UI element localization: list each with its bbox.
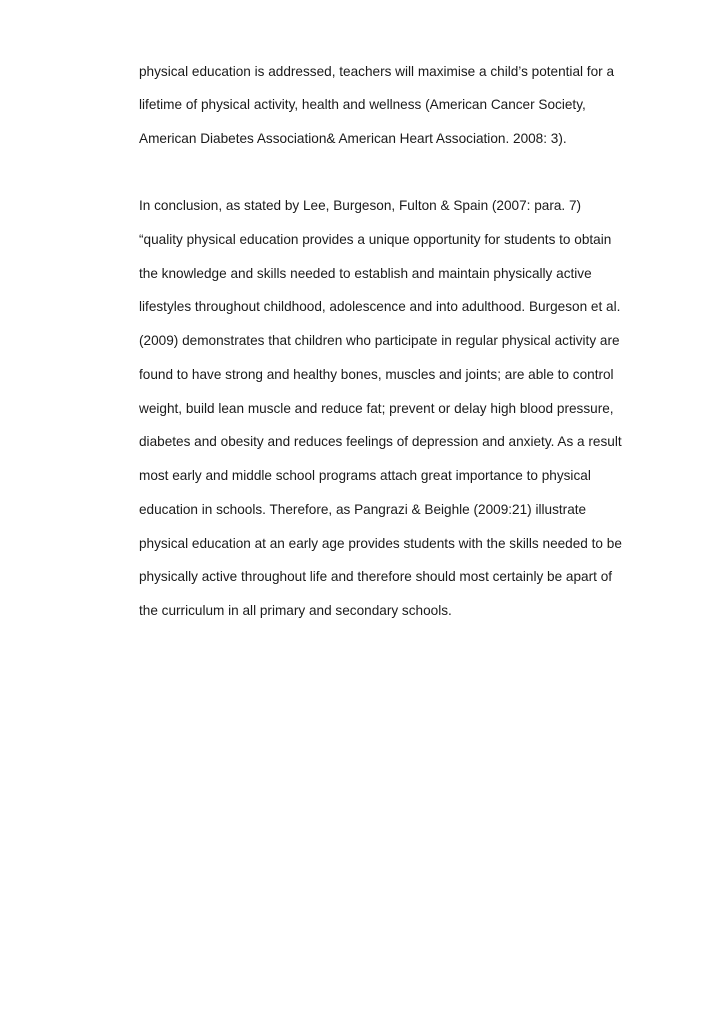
paragraph-1-line-3: American Diabetes Association& American Heart Association. 2008: 3). (139, 131, 567, 146)
paragraph-1-line-1: physical education is addressed, teachers will maximise a child’s potential for a (139, 64, 615, 79)
paragraph-2-line-6: found to have strong and healthy bones, muscles and joints; are able to control (139, 367, 614, 382)
paragraph-2-line-8: diabetes and obesity and reduces feelings of depression and anxiety. As a result (139, 434, 622, 449)
paragraph-2-line-12: physically active throughout life and therefore should most certainly be apart of (139, 569, 613, 584)
paragraph-2-line-10: education in schools. Therefore, as Pangrazi & Beighle (2009:21) illustrate (139, 502, 587, 517)
paragraph-2-line-7: weight, build lean muscle and reduce fat; prevent or delay high blood pressure, (139, 401, 614, 416)
paragraph-2-line-13: the curriculum in all primary and secondary schools. (139, 603, 452, 618)
paragraph-2-line-9: most early and middle school programs attach great importance to physical (139, 468, 591, 483)
paragraph-2-line-11: physical education at an early age provides students with the skills needed to be (139, 536, 622, 551)
paragraph-2-line-2: “quality physical education provides a unique opportunity for students to obtain (139, 232, 612, 247)
paragraph-2-line-3: the knowledge and skills needed to establish and maintain physically active (139, 266, 592, 281)
paragraph-2-line-1: In conclusion, as stated by Lee, Burgeson, Fulton & Spain (2007: para. 7) (139, 198, 582, 213)
paragraph-2-line-4: lifestyles throughout childhood, adolescence and into adulthood. Burgeson et al. (139, 299, 621, 314)
paragraph-1-line-2: lifetime of physical activity, health and wellness (American Cancer Society, (139, 97, 586, 112)
paragraph-2-line-5: (2009) demonstrates that children who participate in regular physical activity are (139, 333, 620, 348)
